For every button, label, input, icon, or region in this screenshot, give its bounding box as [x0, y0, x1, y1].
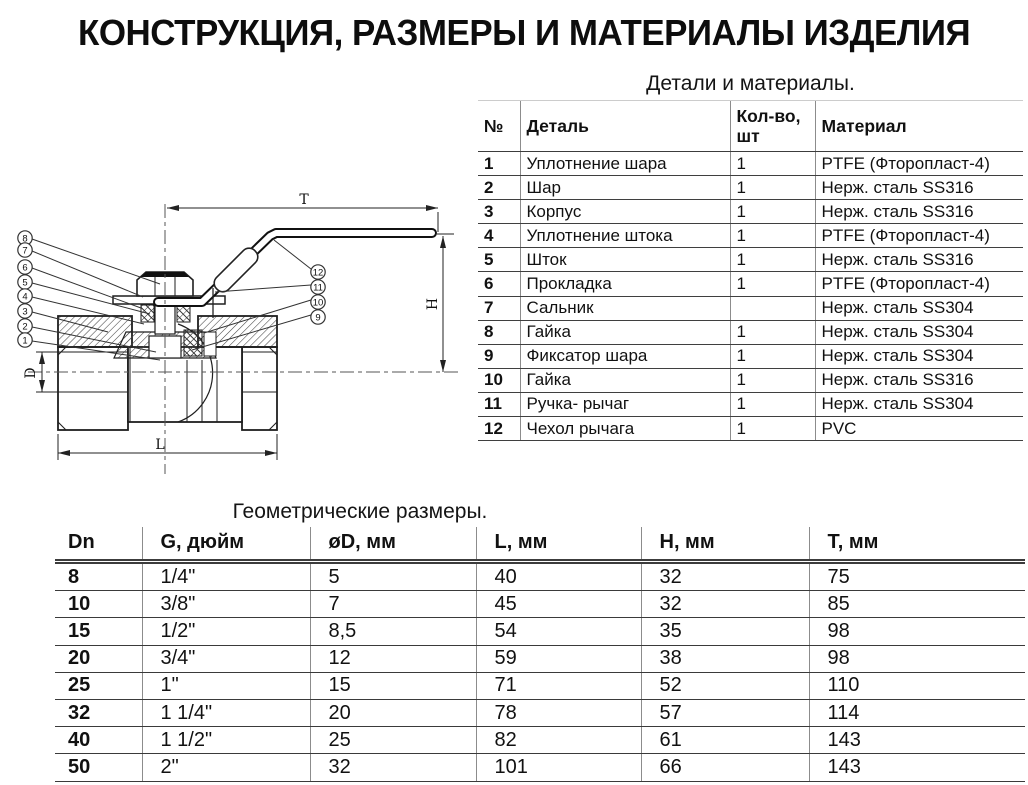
- table-cell: PVC: [815, 417, 1023, 441]
- table-cell: 1: [730, 248, 815, 272]
- table-cell: 143: [809, 754, 1025, 781]
- table-row: [478, 152, 1023, 176]
- table-cell: Нерж. сталь SS316: [815, 200, 1023, 224]
- table-row: [478, 272, 1023, 296]
- table-cell: 57: [641, 699, 809, 726]
- table-cell: Сальник: [520, 296, 730, 320]
- table-cell: 1: [478, 152, 520, 176]
- table-row: [478, 248, 1023, 272]
- table-cell: 1: [730, 417, 815, 441]
- table-cell: 20: [55, 645, 142, 672]
- table-cell: 2": [142, 754, 310, 781]
- table-row: [478, 392, 1023, 416]
- table-cell: 110: [809, 672, 1025, 699]
- table-cell: PTFE (Фторопласт-4): [815, 152, 1023, 176]
- table-row: [478, 200, 1023, 224]
- dim-label-T: T: [299, 192, 309, 208]
- table-cell: 35: [641, 618, 809, 645]
- table-cell: 1: [730, 224, 815, 248]
- table-cell: Корпус: [520, 200, 730, 224]
- parts-table-caption: Детали и материалы.: [646, 72, 855, 95]
- table-row: [55, 618, 1025, 645]
- table-cell: 9: [478, 344, 520, 368]
- table-cell: 3/4": [142, 645, 310, 672]
- table-cell: 32: [310, 754, 476, 781]
- col-header-num: №: [478, 101, 520, 152]
- callout-5: 5: [22, 277, 28, 289]
- table-cell: Шток: [520, 248, 730, 272]
- col-header-qty: Кол-во, шт: [730, 101, 815, 152]
- table-cell: 40: [476, 562, 641, 591]
- table-cell: Нерж. сталь SS304: [815, 392, 1023, 416]
- table-cell: 85: [809, 591, 1025, 618]
- table-cell: 59: [476, 645, 641, 672]
- dim-label-D: D: [23, 367, 39, 379]
- table-row: [55, 754, 1025, 781]
- table-cell: 61: [641, 727, 809, 754]
- table-cell: Шар: [520, 176, 730, 200]
- col-header-d: øD, мм: [310, 527, 476, 562]
- callout-11: 11: [313, 282, 323, 294]
- callout-2: 2: [22, 321, 28, 333]
- table-cell: 11: [478, 392, 520, 416]
- table-cell: 78: [476, 699, 641, 726]
- table-row: [478, 368, 1023, 392]
- table-cell: 8,5: [310, 618, 476, 645]
- table-cell: 1/4": [142, 562, 310, 591]
- table-cell: Нерж. сталь SS304: [815, 296, 1023, 320]
- table-cell: 15: [310, 672, 476, 699]
- table-row: [55, 699, 1025, 726]
- table-cell: 3: [478, 200, 520, 224]
- page-title: КОНСТРУКЦИЯ, РАЗМЕРЫ И МАТЕРИАЛЫ ИЗДЕЛИЯ: [78, 12, 971, 53]
- table-cell: 1: [730, 392, 815, 416]
- table-cell: 1": [142, 672, 310, 699]
- table-cell: Нерж. сталь SS316: [815, 248, 1023, 272]
- table-cell: 1: [730, 368, 815, 392]
- table-cell: 2: [478, 176, 520, 200]
- table-cell: 1/2": [142, 618, 310, 645]
- callout-10: 10: [312, 297, 324, 309]
- table-cell: 50: [55, 754, 142, 781]
- col-header-h: H, мм: [641, 527, 809, 562]
- table-cell: 71: [476, 672, 641, 699]
- callout-3: 3: [22, 306, 28, 318]
- table-cell: 114: [809, 699, 1025, 726]
- table-cell: 5: [478, 248, 520, 272]
- table-cell: 12: [310, 645, 476, 672]
- dimension-L: [58, 434, 277, 460]
- callout-4: 4: [22, 291, 28, 303]
- table-row: [478, 320, 1023, 344]
- table-cell: Нерж. сталь SS304: [815, 344, 1023, 368]
- table-cell: 1 1/4": [142, 699, 310, 726]
- dimension-T: [167, 192, 438, 232]
- lever-cover: [211, 245, 261, 295]
- table-row: [478, 344, 1023, 368]
- table-cell: Фиксатор шара: [520, 344, 730, 368]
- table-cell: Гайка: [520, 368, 730, 392]
- table-row: [55, 645, 1025, 672]
- table-cell: 1: [730, 272, 815, 296]
- col-header-dn: Dn: [55, 527, 142, 562]
- table-cell: 7: [310, 591, 476, 618]
- table-row: [55, 562, 1025, 591]
- table-cell: 8: [478, 320, 520, 344]
- table-cell: Прокладка: [520, 272, 730, 296]
- table-cell: [730, 296, 815, 320]
- table-cell: 4: [478, 224, 520, 248]
- table-cell: Чехол рычага: [520, 417, 730, 441]
- dimensions-table-caption: Геометрические размеры.: [232, 500, 488, 523]
- table-cell: PTFE (Фторопласт-4): [815, 224, 1023, 248]
- table-cell: 1: [730, 320, 815, 344]
- table-cell: 52: [641, 672, 809, 699]
- table-cell: 32: [641, 562, 809, 591]
- col-header-part: Деталь: [520, 101, 730, 152]
- table-cell: 3/8": [142, 591, 310, 618]
- table-cell: 32: [641, 591, 809, 618]
- table-cell: 25: [55, 672, 142, 699]
- ball-valve-drawing: [8, 192, 468, 482]
- table-cell: 101: [476, 754, 641, 781]
- table-cell: 6: [478, 272, 520, 296]
- table-cell: 1: [730, 152, 815, 176]
- table-cell: 98: [809, 645, 1025, 672]
- table-cell: 38: [641, 645, 809, 672]
- table-cell: 143: [809, 727, 1025, 754]
- dimensions-table: [55, 527, 1025, 782]
- callout-9: 9: [315, 312, 321, 324]
- table-cell: 1 1/2": [142, 727, 310, 754]
- col-header-g: G, дюйм: [142, 527, 310, 562]
- table-cell: 1: [730, 176, 815, 200]
- table-cell: 1: [730, 344, 815, 368]
- table-cell: PTFE (Фторопласт-4): [815, 272, 1023, 296]
- table-cell: 10: [478, 368, 520, 392]
- table-cell: Уплотнение штока: [520, 224, 730, 248]
- table-cell: 8: [55, 562, 142, 591]
- table-cell: 25: [310, 727, 476, 754]
- table-row: [478, 417, 1023, 441]
- table-cell: 45: [476, 591, 641, 618]
- table-row: [55, 672, 1025, 699]
- col-header-material: Материал: [815, 101, 1023, 152]
- table-cell: Нерж. сталь SS316: [815, 368, 1023, 392]
- table-cell: 12: [478, 417, 520, 441]
- table-cell: Нерж. сталь SS304: [815, 320, 1023, 344]
- parts-header-row: [478, 101, 1023, 152]
- table-cell: Ручка- рычаг: [520, 392, 730, 416]
- table-cell: 75: [809, 562, 1025, 591]
- dim-label-L: L: [155, 437, 165, 453]
- callout-6: 6: [22, 262, 28, 274]
- table-cell: Гайка: [520, 320, 730, 344]
- table-cell: 54: [476, 618, 641, 645]
- table-cell: 1: [730, 200, 815, 224]
- table-cell: 7: [478, 296, 520, 320]
- col-header-l: L, мм: [476, 527, 641, 562]
- table-cell: 10: [55, 591, 142, 618]
- dims-header-row: [55, 527, 1025, 562]
- table-cell: 40: [55, 727, 142, 754]
- dim-label-H: H: [425, 297, 441, 311]
- callout-8: 8: [22, 233, 28, 245]
- table-row: [55, 727, 1025, 754]
- dimension-H: [425, 234, 454, 372]
- table-cell: 66: [641, 754, 809, 781]
- table-row: [478, 296, 1023, 320]
- table-cell: 20: [310, 699, 476, 726]
- table-cell: 98: [809, 618, 1025, 645]
- table-cell: 82: [476, 727, 641, 754]
- table-cell: 32: [55, 699, 142, 726]
- table-cell: Нерж. сталь SS316: [815, 176, 1023, 200]
- callout-7: 7: [22, 245, 28, 257]
- table-cell: 5: [310, 562, 476, 591]
- callout-12: 12: [312, 267, 324, 279]
- table-row: [478, 224, 1023, 248]
- table-row: [55, 591, 1025, 618]
- table-cell: Уплотнение шара: [520, 152, 730, 176]
- table-row: [478, 176, 1023, 200]
- col-header-t: Т, мм: [809, 527, 1025, 562]
- table-cell: 15: [55, 618, 142, 645]
- callout-1: 1: [22, 335, 28, 347]
- parts-table: [478, 100, 1023, 441]
